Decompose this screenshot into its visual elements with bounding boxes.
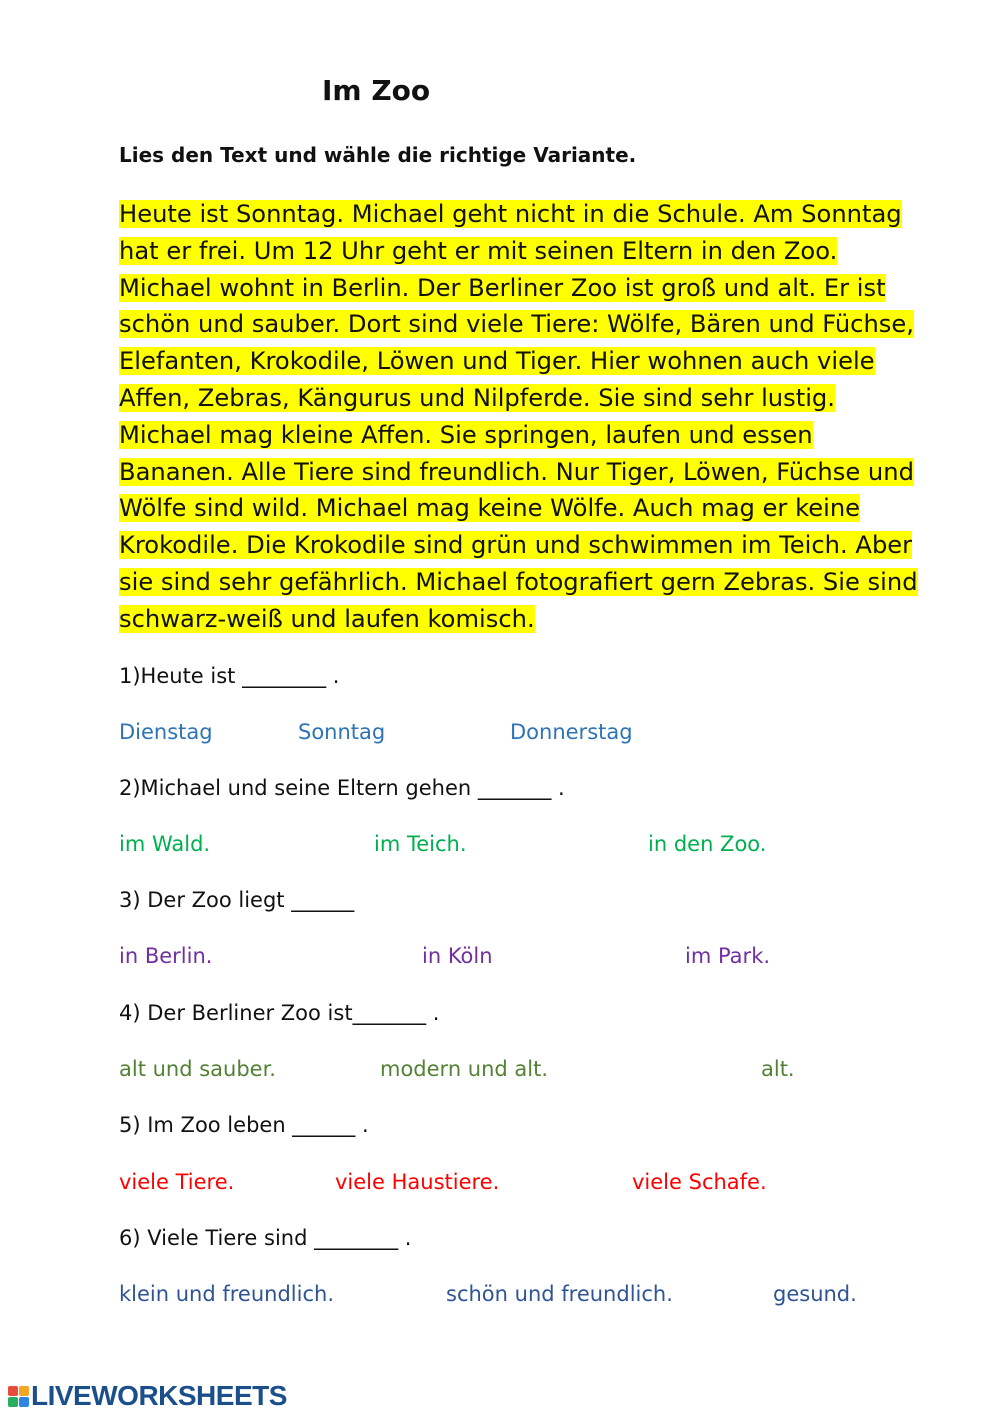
question-2-option-3[interactable]: in den Zoo. — [648, 832, 767, 856]
question-3-option-2[interactable]: in Köln — [422, 944, 493, 968]
question-6-option-2[interactable]: schön und freundlich. — [446, 1282, 673, 1306]
question-1-option-2[interactable]: Sonntag — [298, 720, 386, 744]
question-6-option-1[interactable]: klein und freundlich. — [119, 1282, 334, 1306]
passage-line-text: Michael mag kleine Affen. Sie springen, laufen und essen — [119, 420, 813, 449]
question-1: 1)Heute ist ________ . — [119, 664, 340, 688]
passage-line-text: Elefanten, Krokodile, Löwen und Tiger. Hier wohnen auch viele — [119, 347, 875, 376]
question-3-option-1[interactable]: in Berlin. — [119, 944, 213, 968]
passage-line — [119, 270, 949, 307]
question-3-option-3[interactable]: im Park. — [685, 944, 771, 968]
liveworksheets-logo — [8, 1381, 287, 1411]
question-2-option-1[interactable]: im Wald. — [119, 832, 211, 856]
passage-line — [119, 233, 949, 270]
logo-grid-icon — [8, 1386, 29, 1407]
passage-line-text: Wölfe sind wild. Michael mag keine Wölfe. Auch mag er keine — [119, 494, 861, 523]
passage-line — [119, 380, 949, 417]
question-1-option-1[interactable]: Dienstag — [119, 720, 213, 744]
question-5-option-2[interactable]: viele Haustiere. — [335, 1170, 500, 1194]
logo-square — [19, 1386, 29, 1396]
question-6-option-3[interactable]: gesund. — [773, 1282, 857, 1306]
passage-line — [119, 454, 949, 491]
question-5-option-1[interactable]: viele Tiere. — [119, 1170, 235, 1194]
logo-square — [8, 1397, 18, 1407]
passage-line — [119, 417, 949, 454]
passage-line-text: Krokodile. Die Krokodile sind grün und schwimmen im Teich. Aber — [119, 531, 913, 560]
passage-line-text: Michael wohnt in Berlin. Der Berliner Zoo ist groß und alt. Er ist — [119, 273, 886, 302]
question-4-option-2[interactable]: modern und alt. — [380, 1057, 549, 1081]
passage-line-text: Bananen. Alle Tiere sind freundlich. Nur Tiger, Löwen, Füchse und — [119, 457, 914, 486]
passage-line-text: Affen, Zebras, Kängurus und Nilpferde. Sie sind sehr lustig. — [119, 383, 835, 412]
question-1-option-3[interactable]: Donnerstag — [510, 720, 633, 744]
passage-line-text: hat er frei. Um 12 Uhr geht er mit seinen Eltern in den Zoo. — [119, 236, 838, 265]
passage-line-text: schön und sauber. Dort sind viele Tiere: Wölfe, Bären und Füchse, — [119, 310, 914, 339]
passage-line — [119, 490, 949, 527]
question-2: 2)Michael und seine Eltern gehen _______ . — [119, 776, 565, 800]
passage-line — [119, 343, 949, 380]
passage-line-text: schwarz-weiß und laufen komisch. — [119, 604, 535, 633]
passage-line — [119, 564, 949, 601]
logo-text: LIVEWORKSHEETS — [31, 1380, 287, 1411]
passage-line — [119, 527, 949, 564]
passage-line — [119, 196, 949, 233]
question-3: 3) Der Zoo liegt ______ — [119, 888, 355, 912]
passage-line — [119, 601, 949, 638]
worksheet-title: Im Zoo — [322, 74, 431, 107]
instruction-text: Lies den Text und wähle die richtige Variante. — [119, 143, 637, 167]
passage-line — [119, 306, 949, 343]
question-5: 5) Im Zoo leben ______ . — [119, 1113, 369, 1137]
question-6: 6) Viele Tiere sind ________ . — [119, 1226, 412, 1250]
question-5-option-3[interactable]: viele Schafe. — [632, 1170, 767, 1194]
question-2-option-2[interactable]: im Teich. — [374, 832, 467, 856]
question-4-option-3[interactable]: alt. — [761, 1057, 795, 1081]
logo-square — [8, 1386, 18, 1396]
reading-passage — [119, 196, 949, 638]
question-4: 4) Der Berliner Zoo ist_______ . — [119, 1001, 440, 1025]
passage-line-text: sie sind sehr gefährlich. Michael fotografiert gern Zebras. Sie sind — [119, 567, 918, 596]
question-4-option-1[interactable]: alt und sauber. — [119, 1057, 276, 1081]
passage-line-text: Heute ist Sonntag. Michael geht nicht in die Schule. Am Sonntag — [119, 200, 902, 228]
logo-square — [19, 1397, 29, 1407]
